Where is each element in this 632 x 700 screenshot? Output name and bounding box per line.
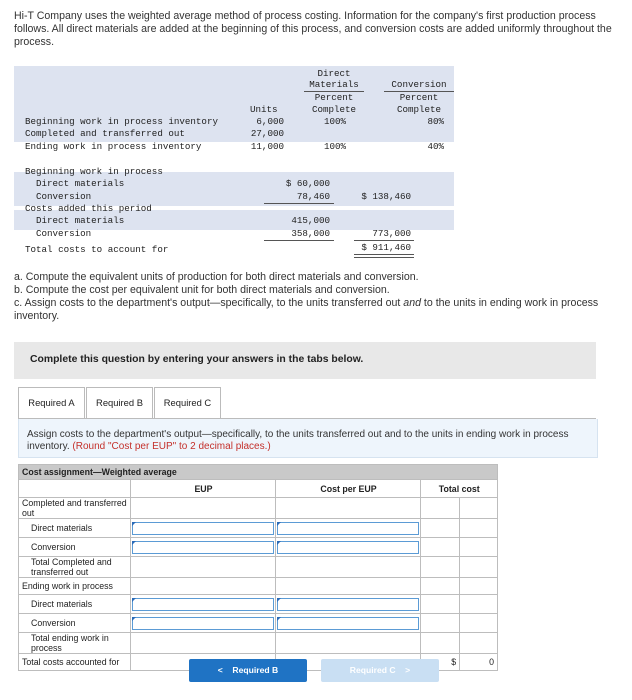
dm-header-1: Direct [317, 68, 351, 79]
add-conv-value: 358,000 [291, 228, 330, 239]
row-end-wip-dm: 100% [323, 141, 346, 152]
table-row [19, 498, 498, 519]
question-c-text-2: to the units in ending work in process inventory. [14, 297, 599, 322]
add-total-rule [354, 240, 414, 241]
tab-required-b[interactable]: Required B [86, 387, 153, 419]
row-ending-wip: Ending work in process [19, 578, 131, 595]
row-total-completed: Total Completed and transferred out [19, 557, 131, 578]
beg-conv-label: Conversion [36, 191, 92, 202]
col-eup: EUP [131, 480, 276, 498]
ew-dm-cost-input[interactable] [277, 598, 419, 611]
conv-header-2: Percent [399, 92, 439, 103]
grand-total-rule [354, 254, 414, 258]
units-header: Units [250, 104, 278, 115]
next-button-label: Required C [349, 665, 396, 675]
add-total-value: 773,000 [372, 228, 411, 239]
row-beg-wip-label: Beginning work in process inventory [25, 116, 218, 127]
row-ew-conversion: Conversion [19, 614, 131, 633]
grid-title: Cost assignment—Weighted average [19, 465, 498, 480]
row-ct-direct-materials: Direct materials [19, 519, 131, 538]
conv-header-1: Conversion [391, 79, 447, 90]
col-total-cost: Total cost [421, 480, 498, 498]
beg-conv-value: 78,460 [296, 191, 330, 202]
row-ew-direct-materials: Direct materials [19, 595, 131, 614]
beg-dm-value: $ 60,000 [285, 178, 330, 189]
row-beg-wip-units: 6,000 [256, 116, 284, 127]
ew-conv-eup-input[interactable] [132, 617, 274, 630]
ew-conv-cost-input[interactable] [277, 617, 419, 630]
row-completed-label: Completed and transferred out [25, 128, 185, 139]
row-end-wip-units: 11,000 [250, 141, 284, 152]
add-subtotal-rule [264, 240, 334, 241]
beg-wip-label: Beginning work in process [25, 166, 163, 177]
ct-dm-cost-input[interactable] [277, 522, 419, 535]
row-end-wip-label: Ending work in process inventory [25, 141, 202, 152]
row-end-wip-conv: 40% [427, 141, 444, 152]
add-conv-label: Conversion [36, 228, 92, 239]
table-row [19, 578, 498, 595]
ct-dm-eup-input[interactable] [132, 522, 274, 535]
cost-assignment-grid [18, 464, 498, 671]
rounding-note: (Round "Cost per EUP" to 2 decimal places.) [72, 441, 271, 452]
table-row [19, 519, 498, 538]
row-total-ending: Total ending work in process [19, 633, 131, 654]
table-row [19, 614, 498, 633]
prev-button-label: Required B [232, 665, 279, 675]
question-a: a. Compute the equivalent units of production for both direct materials and conversion. [14, 271, 419, 283]
table-row [19, 538, 498, 557]
panel-text: Complete this question by entering your answers in the tabs below. [30, 354, 364, 365]
row-beg-wip-dm: 100% [323, 116, 346, 127]
conv-header-3: Complete [396, 104, 442, 115]
added-label: Costs added this period [25, 203, 152, 214]
grand-total-value: $ 911,460 [361, 242, 411, 253]
instruction-cont: inventory. [27, 441, 70, 452]
col-cost-per-eup: Cost per EUP [276, 480, 421, 498]
total-label: Total costs to account for [25, 244, 169, 255]
total-dollar-sign: $ [421, 654, 460, 671]
col-blank [19, 480, 131, 498]
beg-total-value: $ 138,460 [361, 191, 411, 202]
add-dm-value: 415,000 [291, 215, 330, 226]
next-required-c-button[interactable]: Required C > [321, 659, 439, 682]
table-row [19, 557, 498, 578]
beg-dm-label: Direct materials [36, 178, 125, 189]
tab-required-c[interactable]: Required C [154, 387, 221, 419]
ew-dm-eup-input[interactable] [132, 598, 274, 611]
ct-conv-cost-input[interactable] [277, 541, 419, 554]
instruction-text [27, 429, 602, 453]
units-and-costs-table [14, 64, 454, 260]
tab-required-a[interactable]: Required A [18, 387, 85, 419]
row-total-accounted: Total costs accounted for [19, 654, 131, 671]
prev-required-b-button[interactable]: < Required B [189, 659, 307, 682]
total-accounted-value: 0 [460, 654, 498, 671]
dm-header-4: Complete [311, 104, 357, 115]
question-c [14, 297, 614, 323]
question-b: b. Compute the cost per equivalent unit for both direct materials and conversion. [14, 284, 390, 296]
question-c-emphasis: and [403, 297, 421, 309]
row-completed-transferred: Completed and transferred out [19, 498, 131, 519]
question-c-text-1: c. Assign costs to the department's output—specifically, to the units transferred out [14, 297, 404, 309]
row-beg-wip-conv: 80% [427, 116, 444, 127]
question-list [14, 271, 614, 323]
instructions-panel [14, 342, 596, 379]
dm-header-3: Percent [314, 92, 354, 103]
dm-header-2: Materials [309, 79, 359, 90]
row-ct-conversion: Conversion [19, 538, 131, 557]
beg-subtotal-rule [264, 203, 334, 204]
instruction-box [18, 419, 598, 458]
table-row [19, 595, 498, 614]
ct-conv-eup-input[interactable] [132, 541, 274, 554]
problem-intro: Hi-T Company uses the weighted average method of process costing. Information for the company's first production process follows. All direct materials are added at the beginning of this process, and conversion costs are added uniformly throughout the process. [14, 10, 612, 48]
add-dm-label: Direct materials [36, 215, 125, 226]
table-row [19, 633, 498, 654]
row-completed-units: 27,000 [250, 128, 284, 139]
instruction-main: Assign costs to the department's output—specifically, to the units transferred out and to the units in ending work in process [27, 429, 569, 440]
